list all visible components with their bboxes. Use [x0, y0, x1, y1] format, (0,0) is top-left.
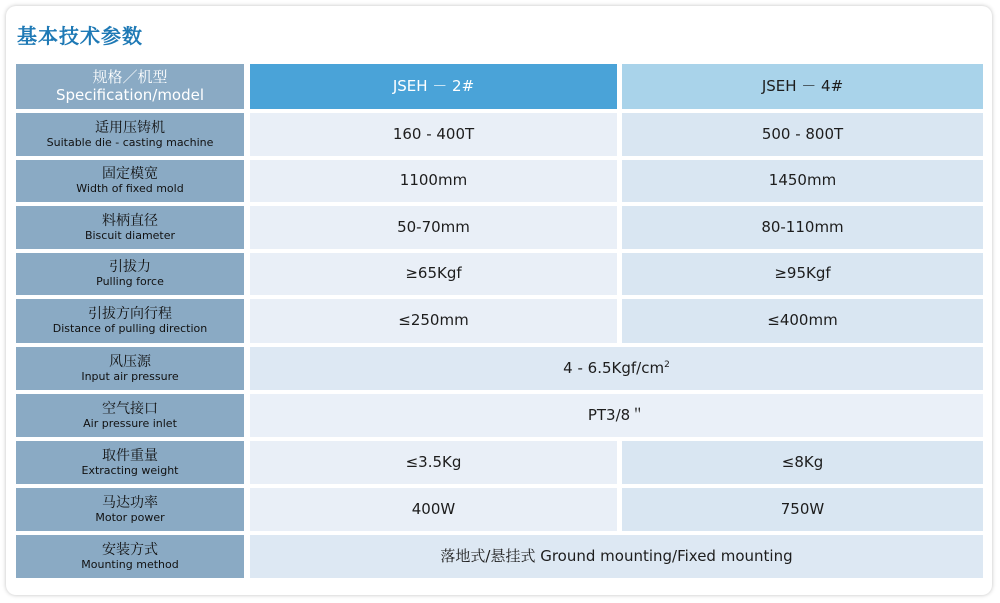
row-label-zh: 空气接口 [102, 400, 158, 417]
value-cell-span: PT3/8＂ [250, 394, 983, 437]
row-label-zh: 适用压铸机 [95, 119, 165, 136]
header-model-2: JSEH － 2# [250, 64, 617, 109]
row-label-suitable-machine [16, 113, 244, 156]
row-label-en: Mounting method [81, 557, 179, 571]
value-cell-span: 落地式/悬挂式 Ground mounting/Fixed mounting [250, 535, 983, 578]
value-cell: 50-70mm [250, 206, 617, 249]
row-label-en: Suitable die - casting machine [46, 135, 214, 149]
value-cell: ≤250mm [250, 299, 617, 343]
row-label-en: Extracting weight [81, 463, 179, 477]
value-cell: 400W [250, 488, 617, 531]
header-label-zh: 规格／机型 [92, 68, 168, 87]
row-label-pulling-distance [16, 299, 244, 343]
row-label-zh: 马达功率 [102, 494, 158, 511]
page-title: 基本技术参数 [17, 24, 143, 48]
row-label-en: Distance of pulling direction [52, 322, 208, 336]
row-label-mounting-method [16, 535, 244, 578]
row-label-zh: 取件重量 [102, 447, 158, 464]
value-cell: 1450mm [622, 160, 983, 202]
air-pressure-value: $4 - 6.5Kgf/cm^2$ [563, 358, 670, 377]
row-label-zh: 风压源 [109, 353, 151, 370]
row-label-en: Input air pressure [81, 369, 179, 383]
row-label-motor-power [16, 488, 244, 531]
value-cell: ≤8Kg [622, 441, 983, 484]
row-label-zh: 引拔方向行程 [88, 306, 172, 323]
value-cell: 80-110mm [622, 206, 983, 249]
row-label-air-inlet [16, 394, 244, 437]
header-label-en: Specification/model [55, 85, 205, 104]
row-label-pulling-force [16, 253, 244, 295]
value-cell: 500 - 800T [622, 113, 983, 156]
value-cell: ≥95Kgf [622, 253, 983, 295]
row-label-en: Width of fixed mold [76, 182, 184, 196]
row-label-zh: 料柄直径 [102, 212, 158, 229]
row-label-zh: 引拔力 [109, 259, 151, 276]
header-model-4: JSEH － 4# [622, 64, 983, 109]
row-label-en: Biscuit diameter [84, 228, 176, 242]
value-cell: ≥65Kgf [250, 253, 617, 295]
row-label-fixed-mold-width [16, 160, 244, 202]
header-label-cell [16, 64, 244, 109]
row-label-en: Pulling force [96, 275, 164, 289]
row-label-en: Motor power [95, 510, 165, 524]
value-cell-span [250, 347, 983, 390]
row-label-extracting-weight [16, 441, 244, 484]
value-cell: 1100mm [250, 160, 617, 202]
value-cell: 160 - 400T [250, 113, 617, 156]
row-label-zh: 安装方式 [102, 541, 158, 558]
value-cell: ≤3.5Kg [250, 441, 617, 484]
row-label-zh: 固定模宽 [102, 166, 158, 183]
value-cell: ≤400mm [622, 299, 983, 343]
value-cell: 750W [622, 488, 983, 531]
row-label-air-pressure [16, 347, 244, 390]
row-label-en: Air pressure inlet [83, 416, 177, 430]
row-label-biscuit-diameter [16, 206, 244, 249]
